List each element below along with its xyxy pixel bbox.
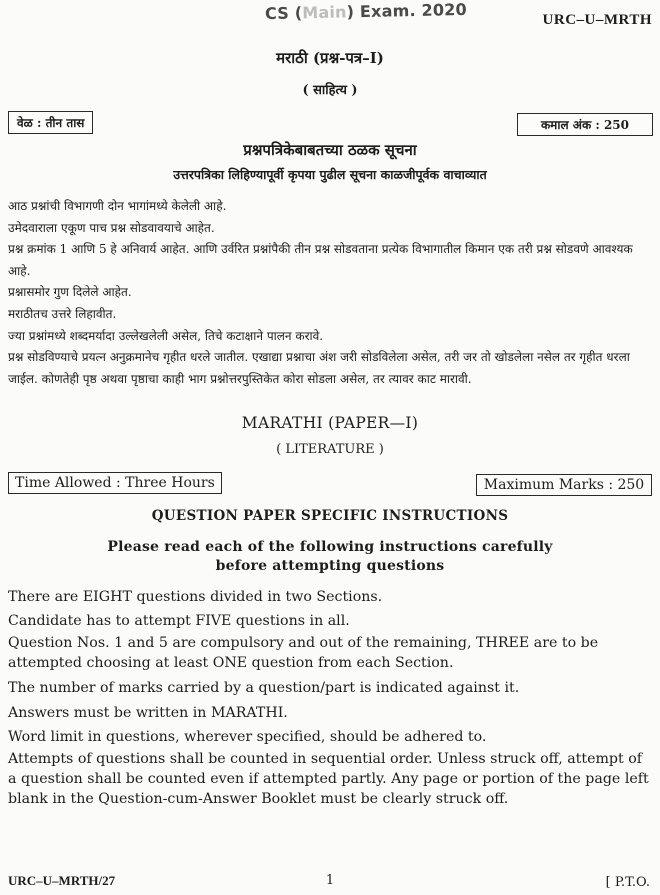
english-instructions-subheading <box>0 538 660 576</box>
english-instruction-item: Candidate has to attempt FIVE questions in all. <box>8 613 350 630</box>
exam-stamp: CS (Main) Exam. 2020 <box>264 0 468 24</box>
paper-code-top: URC–U–MRTH <box>542 12 652 28</box>
marathi-time-box: वेळ : तीन तास <box>8 111 93 134</box>
english-instruction-item: There are EIGHT questions divided in two Sections. <box>8 589 383 605</box>
subheading-line: Please read each of the following instructions carefully <box>107 539 553 555</box>
english-instructions-heading: QUESTION PAPER SPECIFIC INSTRUCTIONS <box>151 508 509 524</box>
subheading-line: before attempting questions <box>215 558 445 574</box>
footer-paper-code: URC–U–MRTH/27 <box>8 873 116 888</box>
marathi-instructions-heading: प्रश्नपत्रिकेबाबतच्या ठळक सूचना <box>243 141 417 159</box>
page-number: 1 <box>325 873 335 888</box>
english-instruction-item: The number of marks carried by a question/part is indicated against it. <box>8 680 520 697</box>
english-instruction-item: Attempts of questions shall be counted in sequential order. Unless struck off, attempt of a question shall be counted even if attempted partly. Any page or portion of the page left blank in the Question-cum-Answer Booklet must be clearly struck off. <box>8 751 649 808</box>
english-subtitle: ( LITERATURE ) <box>276 442 384 457</box>
marathi-instructions-subheading: उत्तरपत्रिका लिहिण्यापूर्वी कृपया पुढील सूचना काळजीपूर्वक वाचाव्यात <box>173 167 487 182</box>
stamp-faded-text: Main <box>302 2 347 23</box>
marathi-instruction-item: मराठीतच उत्तरे लिहावीत. <box>8 306 117 321</box>
marathi-subtitle: ( साहित्य ) <box>302 83 358 98</box>
marathi-instruction-item: प्रश्नासमोर गुण दिलेले आहेत. <box>8 285 132 300</box>
marathi-instruction-item: आठ प्रश्नांची विभागणी दोन भागांमध्ये केलेली आहे. <box>8 199 227 213</box>
marathi-title: मराठी (प्रश्न-पत्र–I) <box>276 49 384 67</box>
english-instruction-item: Question Nos. 1 and 5 are compulsory and out of the remaining, THREE are to be attempted choosing at least ONE question from each Section. <box>8 635 599 672</box>
english-instruction-item: Word limit in questions, wherever specified, should be adhered to. <box>8 728 487 745</box>
marathi-instructions-list <box>8 196 656 390</box>
marathi-instruction-item: उमेदवाराला एकूण पाच प्रश्न सोडवावयाचे आहेत. <box>8 220 215 235</box>
marathi-instruction-item: ज्या प्रश्नांमध्ये शब्दमर्यादा उल्लेखलेली असेल, तिचे कटाक्षाने पालन करावे. <box>8 328 324 343</box>
english-instruction-item: Answers must be written in MARATHI. <box>8 704 288 721</box>
english-time-box: Time Allowed : Three Hours <box>8 472 222 494</box>
english-instructions-list <box>8 585 654 809</box>
english-title: MARATHI (PAPER—I) <box>241 414 419 432</box>
marathi-instruction-item: प्रश्न सोडविण्याचे प्रयत्न अनुक्रमानेच गृहीत धरले जातील. एखाद्या प्रश्नाचा अंश जरी सोडविलेला असेल, तरी जर तो खोडलेला नसेल तर गृहीत धरला जाईल. कोणतेही पृष्ठ अथवा पृष्ठाचा काही भाग प्रश्नोत्तरपुस्तिकेत कोरा सोडला असेल, तर त्यावर काट मारावी. <box>8 350 630 386</box>
pto-marker: [ P.T.O. <box>605 875 650 890</box>
marathi-marks-box: कमाल अंक : 250 <box>517 113 653 136</box>
english-marks-box: Maximum Marks : 250 <box>476 474 652 496</box>
marathi-instruction-item: प्रश्न क्रमांक 1 आणि 5 हे अनिवार्य आहेत. आणि उर्वरित प्रश्नांपैकी तीन प्रश्न सोडवताना प्रत्येक विभागातील किमान एक तरी प्रश्न सोडवणे आवश्यक आहे. <box>8 242 633 278</box>
